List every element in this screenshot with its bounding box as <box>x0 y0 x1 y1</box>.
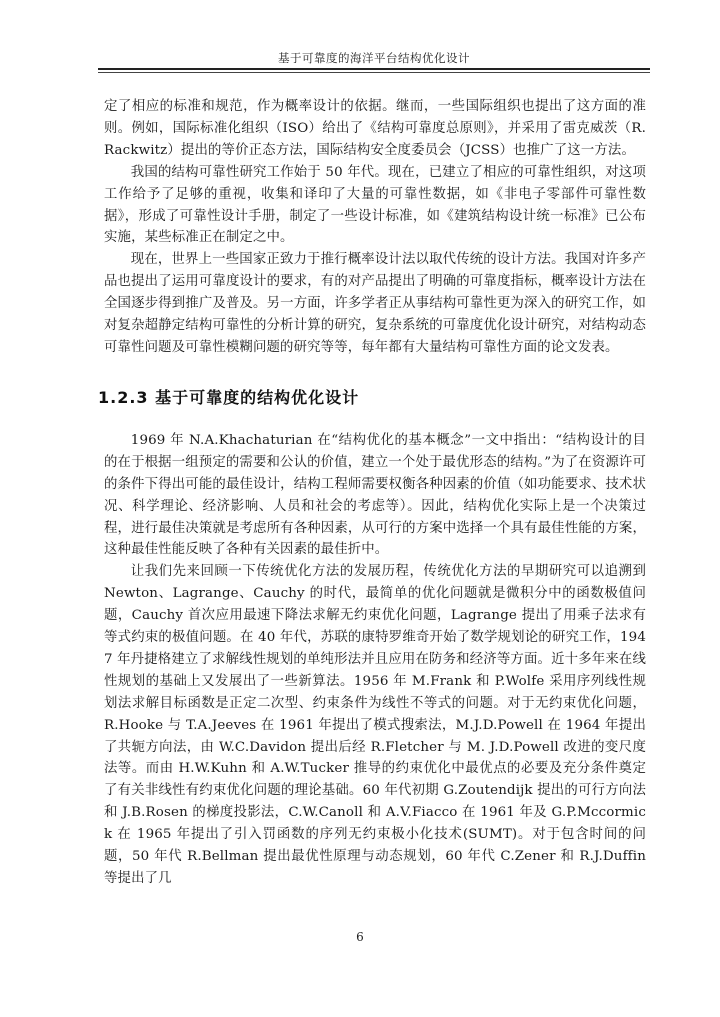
body-text <box>98 96 646 890</box>
paragraph-khachaturian: 1969 年 N.A.Khachaturian 在“结构优化的基本概念”一文中指出：“结构设计的目的在于根据一组预定的需要和公认的价值，建立一个处于最优形态的结构。”为了在资源许可的条件下得出可能的最佳设计，结构工程师需要权衡各种因素的价值（如功能要求、技术状况、科学理论、经济影响、人员和社会的考虑等）。因此，结构优化实际上是一个决策过程，进行最佳决策就是考虑所有各种因素，从可行的方案中选择一个具有最佳性能的方案，这种最佳性能反映了各种有关因素的最佳折中。 <box>104 432 646 558</box>
page-number: 6 <box>356 930 364 944</box>
header-rule-thin <box>98 72 650 73</box>
header-rule-thick <box>98 68 650 70</box>
paragraph-probabilistic-design: 现在，世界上一些国家正致力于推行概率设计法以取代传统的设计方法。我国对许多产品也提出了运用可靠度设计的要求，有的对产品提出了明确的可靠度指标，概率设计方法在全国逐步得到推广及普及。另一方面，许多学者正从事结构可靠性更为深入的研究工作，如对复杂超静定结构可靠性的分析计算的研究，复杂系统的可靠度优化设计研究，对结构动态可靠性问题及可靠性模糊问题的研究等等，每年都有大量结构可靠性方面的论文发表。 <box>104 252 646 355</box>
section-heading: 1.2.3 基于可靠度的结构优化设计 <box>98 387 360 407</box>
running-header-title: 基于可靠度的海洋平台结构优化设计 <box>278 51 470 65</box>
paragraph-standards-continuation: 定了相应的标准和规范，作为概率设计的依据。继而，一些国际组织也提出了这方面的准则。例如，国际标准化组织（ISO）给出了《结构可靠度总原则》，并采用了雷克威茨（R.Rackwitz）提出的等价正态方法，国际结构安全度委员会（JCSS）也推广了这一方法。 <box>104 99 646 158</box>
paragraph-china-reliability: 我国的结构可靠性研究工作始于 50 年代。现在，已建立了相应的可靠性组织，对这项工作给予了足够的重视，收集和译印了大量的可靠性数据，如《非电子零部件可靠性数据》，形成了可靠性设计手册，制定了一些设计标准，如《建筑结构设计统一标准》已公布实施，某些标准正在制定之中。 <box>104 164 646 246</box>
paragraph-optimization-history: 让我们先来回顾一下传统优化方法的发展历程，传统优化方法的早期研究可以追溯到 Newton、Lagrange、Cauchy 的时代，最简单的优化问题就是微积分中的函数极值问题，Cauchy 首次应用最速下降法求解无约束优化问题，Lagrange 提出了用乘子法求有等式约束的极值问题。在 40 年代，苏联的康特罗维奇开始了数学规划论的研究工作，1947 年丹捷格建立了求解线性规划的单纯形法并且应用在防务和经济等方面。近十多年来在线性规划的基础上又发展出了一些新算法。1956 年 M.Frank 和 P.Wolfe 采用序列线性规划法求解目标函数是正定二次型、约束条件为线性不等式的问题。对于无约束优化问题，R.Hooke 与 T.A.Jeeves 在 1961 年提出了模式搜索法，M.J.D.Powell 在 1964 年提出了共轭方向法，由 W.C.Davidon 提出后经 R.Fletcher 与 M. J.D.Powell 改进的变尺度法等。而由 H.W.Kuhn 和 A.W.Tucker 推导的约束优化中最优点的必要及充分条件奠定了有关非线性有约束优化问题的理论基础。60 年代初期 G.Zoutendijk 提出的可行方向法和 J.B.Rosen 的梯度投影法，C.W.Canoll 和 A.V.Fiacco 在 1961 年及 G.P.Mccormick 在 1965 年提出了引入罚函数的序列无约束极小化技术(SUMT)。对于包含时间的问题，50 年代 R.Bellman 提出最优性原理与动态规划，60 年代 C.Zener 和 R.J.Duffin 等提出了几 <box>104 564 646 886</box>
